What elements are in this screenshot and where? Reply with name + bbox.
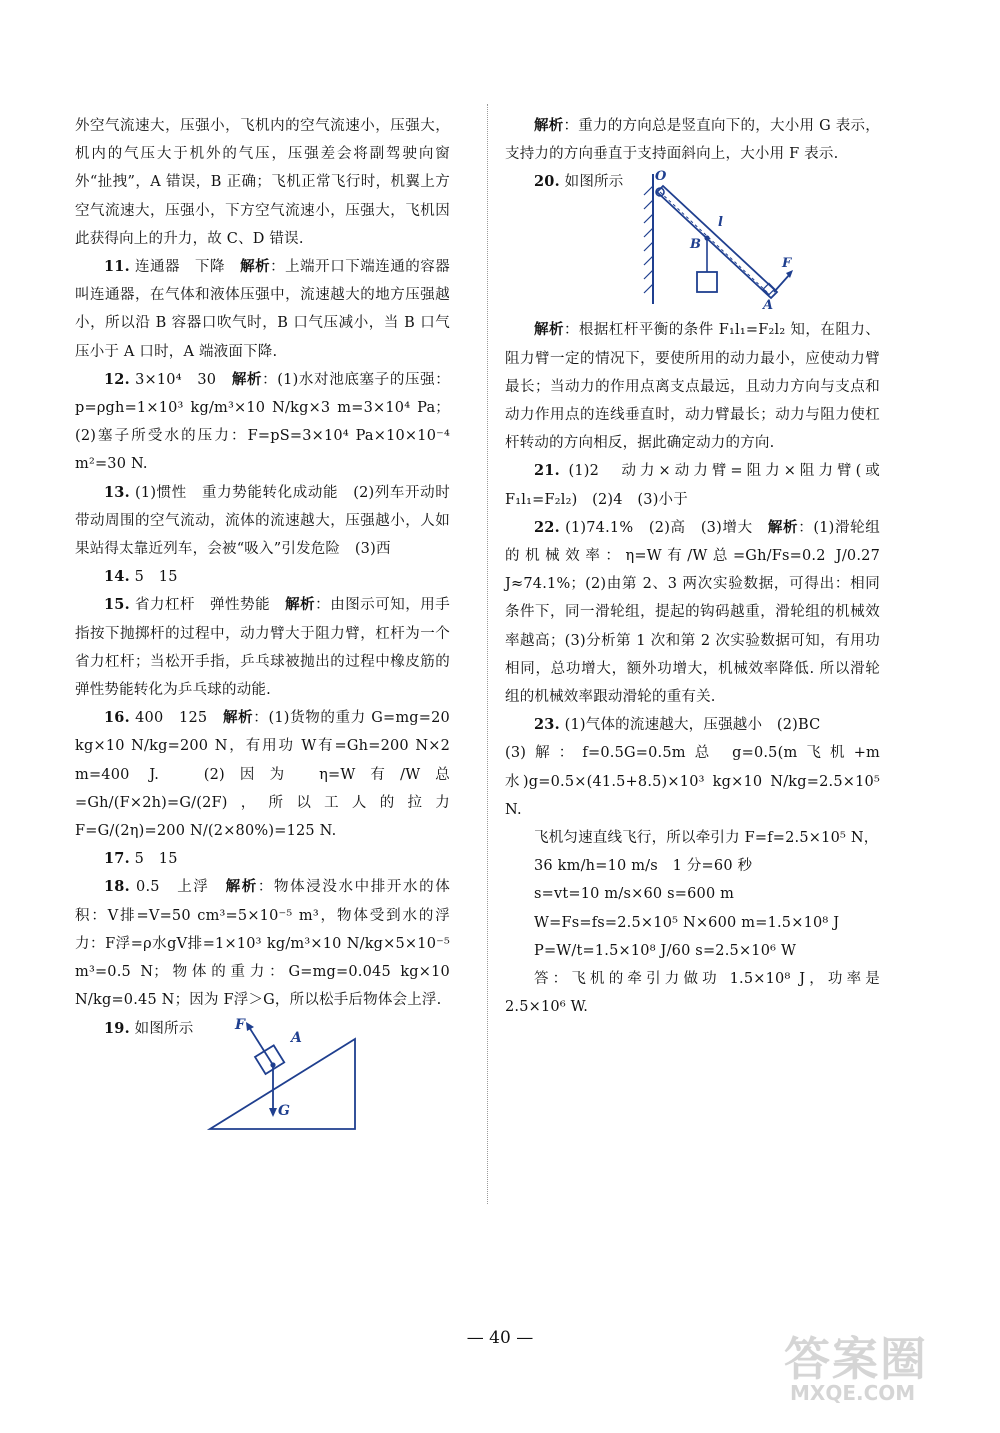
- q15: [75, 591, 450, 704]
- q22-analysis: ：(1)滑轮组的机械效率：η=W有/W总=Gh/Fs=0.2 J/0.27 J≈74.1%；(2)由第 2、3 两次实验数据，可得出：相同条件下，同一滑轮组，提起的钩码越重，滑轮组的机械效率越高；(3)分析第 1 次和第 2 次实验数据可知，有用功相同，总功增大，额外功增大，机械效率降低. 所以滑轮组的机械效率跟动滑轮的重有关.: [505, 519, 880, 706]
- q23: [505, 711, 880, 739]
- incline-diagram: [205, 1017, 365, 1139]
- q11-analysis-label: 解析: [240, 258, 271, 276]
- q15-answer: 省力杠杆 弹性势能: [129, 597, 286, 614]
- q22-number: 22.: [534, 518, 560, 536]
- q22-analysis-label: 解析: [767, 518, 799, 536]
- q21: [505, 457, 880, 513]
- q18-answer: 0.5 上浮: [129, 879, 226, 896]
- support-force-arrow: [249, 1027, 273, 1065]
- q20-figure-block: [505, 168, 880, 316]
- label-F-lever: F: [782, 256, 792, 272]
- q14-answer: 5 15: [129, 569, 178, 586]
- label-A: A: [291, 1029, 302, 1046]
- wall-hatching: [644, 186, 653, 293]
- q11-analysis: ：上端开口下端连通的容器叫连通器，在气体和液体压强中，流速越大的地方压强越小，所以沿 B 容器口吹气时，B 口气压减小，当 B 口气压小于 A 口时，A 端液面下降.: [75, 259, 451, 360]
- q15-number: 15.: [104, 596, 130, 614]
- q12-number: 12.: [104, 370, 130, 388]
- q19-number: 19.: [104, 1019, 130, 1037]
- lever-arm-l: [660, 192, 767, 292]
- q11-number: 11.: [104, 258, 130, 276]
- q20-analysis-label: 解析: [534, 321, 564, 339]
- q17-number: 17.: [104, 850, 130, 868]
- q18-analysis-label: 解析: [225, 878, 258, 896]
- q23-solution-line-5: W=Fs=fs=2.5×10⁵ N×600 m=1.5×10⁸ J: [534, 914, 840, 931]
- q17-answer: 5 15: [129, 851, 178, 868]
- q19-analysis-label: 解析: [534, 117, 564, 134]
- q19-analysis: ：重力的方向总是竖直向下的，大小用 G 表示，支持力的方向垂直于支持面斜向上，大小用 F 表示.: [505, 118, 880, 163]
- q12-analysis-label: 解析: [231, 370, 263, 388]
- q18: [75, 873, 450, 1014]
- label-G: G: [278, 1102, 290, 1119]
- q12-answer: 3×10⁴ 30: [129, 371, 232, 388]
- q11-answer: 连通器 下降: [129, 259, 241, 276]
- label-A-lever: A: [763, 298, 774, 313]
- q15-analysis-label: 解析: [285, 596, 316, 614]
- q18-analysis: ：物体浸没水中排开水的体积：V排=V=50 cm³=5×10⁻⁵ m³，物体受到水的浮力：F浮=ρ水gV排=1×10³ kg/m³×10 N/kg×5×10⁻⁵ m³=0.5 N；物体的重力：G=mg=0.045 kg×10 N/kg=0.45 N；因为 F浮＞G，所以松手后物体会上浮.: [75, 879, 450, 1009]
- q10-continuation: 外空气流速大，压强小，飞机内的空气流速小，压强大，机内的气压大于机外的气压，压强差会将副驾驶向窗外“扯拽”，A 错误，B 正确；飞机正常飞行时，机翼上方空气流速大，压强小，下方空气流速小，压强大，飞机因此获得向上的升力，故 C、D 错误.: [75, 118, 450, 247]
- q23-answer: (1)气体的流速越大，压强越小 (2)BC: [559, 717, 821, 734]
- gravity-arrowhead: [269, 1108, 277, 1117]
- left-column: [75, 112, 450, 1145]
- q14-number: 14.: [104, 568, 130, 586]
- watermark: [776, 1323, 976, 1413]
- q23-solution-line-6: P=W/t=1.5×10⁸ J/60 s=2.5×10⁶ W: [534, 942, 797, 959]
- q14: [75, 563, 450, 591]
- q19-analysis-block: [505, 112, 880, 168]
- q13-answer: (1)惯性 重力势能转化成动能 (2)列车开动时带动周围的空气流动，流体的流速越大，压强越小，人如果站得太靠近列车，会被“吸入”引发危险 (3)西: [75, 484, 450, 558]
- q22: [505, 514, 880, 711]
- label-F: F: [235, 1016, 245, 1033]
- q20-analysis-block: [505, 316, 880, 457]
- q21-number: 21.: [534, 462, 560, 480]
- right-column: [505, 112, 880, 1021]
- q16-answer: 400 125: [129, 710, 223, 727]
- q19-caption: 如图所示: [129, 1020, 194, 1037]
- q23-number: 23.: [534, 716, 560, 734]
- watermark-url: MXQE.COM: [790, 1381, 916, 1405]
- hanging-weight: [697, 272, 717, 292]
- label-l: l: [718, 215, 723, 231]
- q20: [505, 168, 623, 196]
- q20-caption: 如图所示: [559, 174, 624, 191]
- q16-analysis: ：(1)货物的重力 G=mg=20 kg×10 N/kg=200 N，有用功 W有=Gh=200 N×2 m=400 J. (2)因为 η=W有/W总=Gh/(F×2h)=G/(2F)，所以工人的拉力 F=G/(2η)=200 N/(2×80%)=125 N.: [75, 710, 450, 840]
- q20-number: 20.: [534, 173, 560, 191]
- watermark-logo-text: 答案圈: [784, 1332, 928, 1386]
- q23-solution-line-2: 飞机匀速直线飞行，所以牵引力 F=f=2.5×10⁵ N，: [534, 830, 879, 847]
- label-O: O: [655, 169, 667, 185]
- q19-figure-block: [75, 1015, 450, 1145]
- q19: [75, 1015, 193, 1043]
- q22-answer: (1)74.1% (2)高 (3)增大: [559, 519, 768, 536]
- q20-analysis: ：根据杠杆平衡的条件 F₁l₁=F₂l₂ 知，在阻力、阻力臂一定的情况下，要使所用的动力最小，应使动力臂最长；当动力的作用点离支点最远，且动力方向与支点和动力作用点的连线垂直时，动力臂最长；动力与阻力使杠杆转动的方向相反，据此确定动力的方向.: [505, 322, 880, 452]
- q23-solution-line-1: (3)解：f=0.5G=0.5m总 g=0.5(m飞机+m水)g=0.5×(41.5+8.5)×10³ kg×10 N/kg=2.5×10⁵ N.: [505, 745, 880, 818]
- q12: [75, 366, 450, 479]
- q12-analysis: ：(1)水对池底塞子的压强：p=ρgh=1×10³ kg/m³×10 N/kg×3 m=3×10⁴ Pa；(2)塞子所受水的压力：F=pS=3×10⁴ Pa×10×10⁻⁴ m²=30 N.: [75, 371, 451, 473]
- q17: [75, 845, 450, 873]
- force-F-arrow: [774, 274, 790, 292]
- q18-number: 18.: [104, 878, 130, 896]
- q23-answer-line: 答：飞机的牵引力做功 1.5×10⁸ J，功率是 2.5×10⁶ W.: [505, 971, 880, 1016]
- q16-analysis-label: 解析: [222, 709, 254, 727]
- q15-analysis: ：由图示可知，用手指按下抛掷杆的过程中，动力臂大于阻力臂，杠杆为一个省力杠杆；当松开手指，乒乓球被抛出的过程中橡皮筋的弹性势能转化为乒乓球的动能.: [75, 597, 451, 699]
- q13: [75, 479, 450, 564]
- page-number: — 40 —: [466, 1328, 534, 1348]
- label-B: B: [690, 237, 701, 253]
- q23-solution-line-3: 36 km/h=10 m/s 1 分=60 秒: [534, 858, 753, 875]
- q13-number: 13.: [104, 483, 130, 501]
- lever-diagram: [635, 164, 795, 312]
- q16-number: 16.: [104, 709, 130, 727]
- q11: [75, 253, 450, 366]
- q23-solution-line-4: s=vt=10 m/s×60 s=600 m: [534, 886, 735, 903]
- column-divider: [487, 104, 488, 1204]
- q21-answer: (1)2 动力×动力臂=阻力×阻力臂(或 F₁l₁=F₂l₂) (2)4 (3)小于: [505, 463, 880, 508]
- q16: [75, 704, 450, 845]
